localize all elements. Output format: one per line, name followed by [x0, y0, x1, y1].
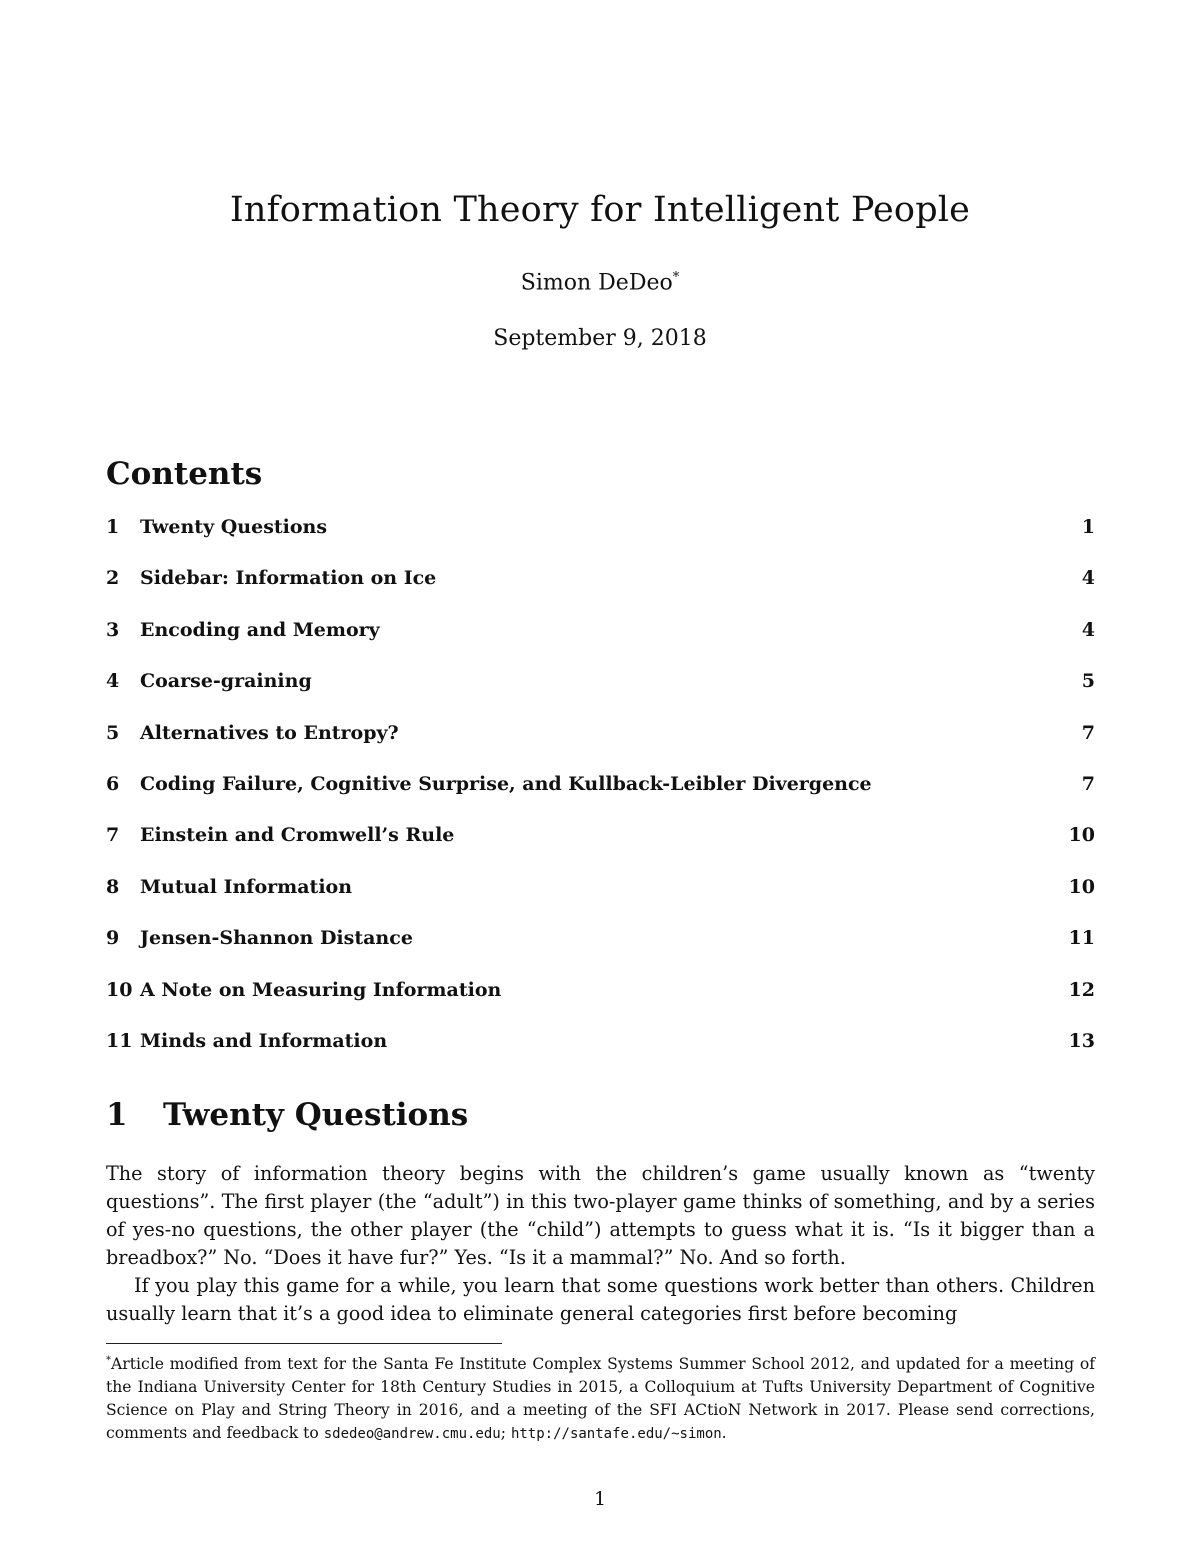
- footnote-mark: *: [106, 1355, 111, 1366]
- toc-entry-number: 5: [106, 721, 120, 744]
- section-number: 1: [106, 1097, 128, 1133]
- section-title: Twenty Questions: [163, 1097, 469, 1133]
- toc-entry-title[interactable]: Sidebar: Information on Ice: [140, 567, 437, 590]
- toc-entry[interactable]: [106, 927, 1095, 978]
- body-paragraph: The story of information theory begins with the children’s game usually known as “twenty questions”. The first player (the “adult”) in this two-player game thinks of something, and by a series of yes-no questions, the other player (the “child”) attempts to guess what it is. “Is it bigger than a breadbox?” No. “Does it have fur?” Yes. “Is it a mammal?” No. And so forth.: [106, 1162, 1095, 1270]
- toc-entry-page[interactable]: 4: [1081, 567, 1095, 590]
- toc-entry[interactable]: [106, 773, 1095, 824]
- section-heading: [106, 1097, 468, 1133]
- author-footnote-mark[interactable]: *: [672, 270, 680, 285]
- toc-entry[interactable]: [106, 979, 1095, 1030]
- toc-entry-title[interactable]: Twenty Questions: [140, 516, 328, 538]
- footnote-end: .: [721, 1424, 727, 1443]
- toc-entry-number: 8: [106, 875, 120, 898]
- toc-entry-page[interactable]: 1: [1081, 516, 1095, 538]
- toc-entry-page[interactable]: 7: [1081, 721, 1095, 744]
- author-name: Simon DeDeo: [520, 270, 673, 296]
- toc-entry-number: 2: [106, 567, 120, 590]
- toc-entry-number: 3: [106, 618, 120, 641]
- toc-entry-number: 9: [106, 927, 120, 950]
- toc-entry-page[interactable]: 13: [1068, 1029, 1095, 1052]
- toc-entry[interactable]: [106, 619, 1095, 670]
- body-paragraph: If you play this game for a while, you learn that some questions work better than others. Children usually learn that it’s a good idea to eliminate general categories first before becoming: [106, 1274, 1095, 1326]
- toc-entry-page[interactable]: 10: [1068, 875, 1095, 898]
- toc-entry[interactable]: [106, 876, 1095, 927]
- toc-entry-title[interactable]: A Note on Measuring Information: [140, 978, 502, 1001]
- toc-entry-title[interactable]: Alternatives to Entropy?: [140, 721, 399, 744]
- author-line: [0, 270, 1200, 295]
- toc-entry[interactable]: [106, 567, 1095, 618]
- toc-entry-page[interactable]: 11: [1068, 927, 1095, 950]
- toc-entry-page[interactable]: 10: [1068, 824, 1095, 847]
- toc-entry-number: 10: [106, 978, 133, 1001]
- toc-entry-number: 7: [106, 824, 120, 847]
- document-title: Information Theory for Intelligent People: [229, 190, 971, 230]
- toc-entry[interactable]: [106, 670, 1095, 721]
- toc-entry[interactable]: [106, 824, 1095, 875]
- toc-entry-title[interactable]: Encoding and Memory: [140, 618, 380, 641]
- footnote-text: Article modified from text for the Santa Fe Institute Complex Systems Summer School 2012, and updated for a meeting of the Indiana University Center for 18th Century Studies in 2015, a Colloquium at Tufts University Department of Cognitive Science on Play and String Theory in 2016, and a meeting of the SFI ACtioN Network in 2017. Please send corrections, comments and feedback to: [106, 1355, 1095, 1443]
- toc-entry-title[interactable]: Coding Failure, Cognitive Surprise, and Kullback-Leibler Divergence: [140, 772, 872, 795]
- footnote-divider: [106, 1343, 502, 1344]
- table-of-contents: [106, 516, 1095, 1081]
- toc-entry-title[interactable]: Minds and Information: [140, 1029, 388, 1052]
- footnote: [106, 1349, 1095, 1446]
- toc-entry-number: 6: [106, 772, 120, 795]
- toc-entry-page[interactable]: 7: [1081, 772, 1095, 795]
- footnote-url-link[interactable]: http://santafe.edu/~simon: [510, 1426, 722, 1443]
- footnote-email-link[interactable]: sdedeo@andrew.cmu.edu: [323, 1426, 501, 1443]
- toc-entry-number: 1: [106, 516, 120, 538]
- footnote-separator: ;: [500, 1424, 511, 1443]
- toc-entry-page[interactable]: 12: [1068, 978, 1095, 1001]
- toc-entry-number: 11: [106, 1029, 133, 1052]
- toc-entry-page[interactable]: 5: [1081, 670, 1095, 693]
- toc-entry-number: 4: [106, 670, 120, 693]
- page-number: 1: [593, 1488, 607, 1510]
- toc-entry[interactable]: [106, 516, 1095, 567]
- toc-entry[interactable]: [106, 1030, 1095, 1081]
- document-date: September 9, 2018: [493, 326, 707, 351]
- toc-entry[interactable]: [106, 722, 1095, 773]
- toc-entry-page[interactable]: 4: [1081, 618, 1095, 641]
- toc-entry-title[interactable]: Jensen-Shannon Distance: [140, 927, 413, 950]
- toc-entry-title[interactable]: Einstein and Cromwell’s Rule: [140, 824, 455, 847]
- section-body: [106, 1160, 1095, 1329]
- toc-entry-title[interactable]: Mutual Information: [140, 875, 353, 898]
- toc-entry-title[interactable]: Coarse-graining: [140, 670, 312, 693]
- contents-heading: Contents: [106, 456, 263, 492]
